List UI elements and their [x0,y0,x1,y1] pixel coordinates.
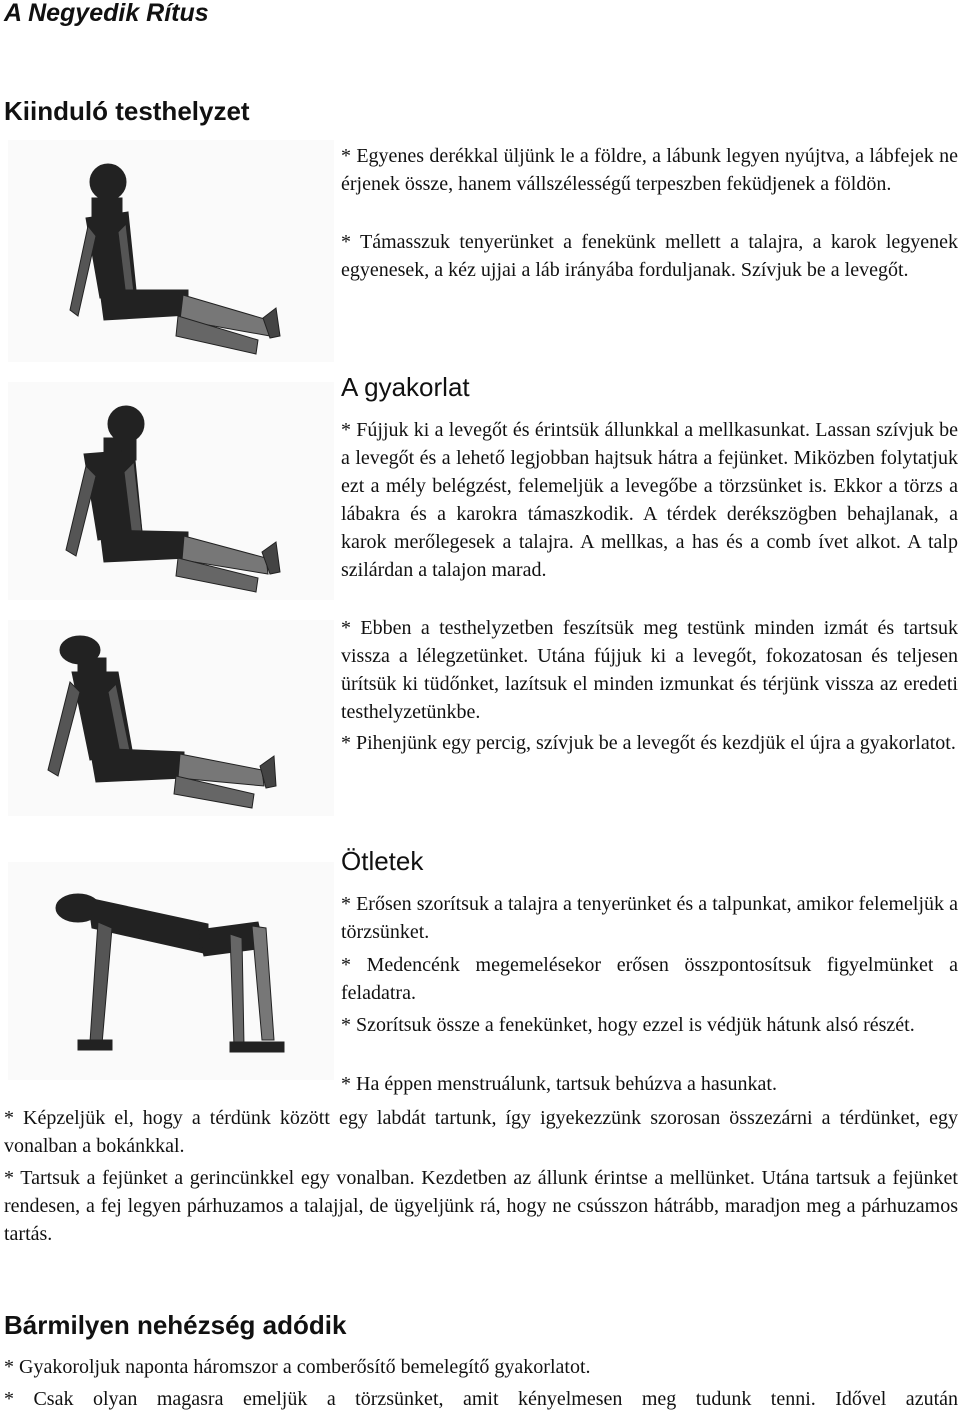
photo-chin-to-chest [8,382,334,600]
exercise-paragraph-1: * Fújjuk ki a levegőt és érintsük állunkkal a mellkasunkat. Lassan szívjuk be a levegőt és a lehető legjobban hajtsuk hátra a fejünket. Miközben folytatjuk ezt a mély belégzést, felemeljük a levegőbe a törzsünket is. Ekkor a törzs a lábakra és a karokra támaszkodik. A térdek derékszögben behajlanak, a karok merőlegesek a talajra. A mellkas, a has és a comb ívet alkot. A talp szilárdan a talajon marad. [341,419,958,581]
table-top-illustration [8,862,334,1080]
document-title: A Negyedik Rítus [4,0,209,27]
tip-3: * Szorítsuk össze a fenekünket, hogy ezzel is védjük hátunk alsó részét. [341,1014,915,1036]
difficulty-paragraph-2: * Csak olyan magasra emeljük a törzsünket, amit kényelmesen meg tudunk tenni. Idővel azután [4,1388,958,1410]
tip-1: * Erősen szorítsuk a talajra a tenyerünket és a talpunkat, amikor felemeljük a törzsünket. [341,893,958,943]
tip-4: * Ha éppen menstruálunk, tartsuk behúzva a hasunkat. [341,1073,777,1095]
exercise-paragraph-2: * Ebben a testhelyzetben feszítsük meg testünk minden izmát és tartsuk vissza a lélegzetünket. Utána fújjuk ki a levegőt, fokozatosan és teljesen ürítsük ki tüdőnket, lazítsuk el minden izmunkat és térjünk vissza az eredeti testhelyzetünkbe. [341,617,958,723]
chin-to-chest-illustration [8,382,334,600]
heading-exercise: A gyakorlat [341,372,470,402]
photo-head-back [8,620,334,816]
heading-tips: Ötletek [341,846,424,876]
start-paragraph-1: * Egyenes derékkal üljünk le a földre, a lábunk legyen nyújtva, a lábfejek ne érjenek össze, hanem vállszélességű terpeszben feküdjenek a földön. [341,145,958,195]
head-back-illustration [8,620,334,816]
photo-table-top [8,862,334,1080]
photo-seated-start [8,140,334,362]
tip-6: * Tartsuk a fejünket a gerincünkkel egy vonalban. Kezdetben az állunk érintse a mellünket. Utána tartsuk a fejünket rendesen, a fej legyen párhuzamos a talajjal, de ügyeljünk rá, hogy ne csússzon hátrább, maradjon meg a párhuzamos tartás. [4,1167,958,1245]
difficulty-paragraph-1: * Gyakoroljuk naponta háromszor a comberősítő bemelegítő gyakorlatot. [4,1356,591,1378]
tip-5: * Képzeljük el, hogy a térdünk között egy labdát tartunk, így igyekezzünk szorosan összezárni a térdünket, egy vonalban a bokánkkal. [4,1107,958,1157]
seated-figure-illustration [8,140,334,362]
exercise-paragraph-3: * Pihenjünk egy percig, szívjuk be a levegőt és kezdjük el újra a gyakorlatot. [341,732,956,754]
start-paragraph-2: * Támasszuk tenyerünket a fenekünk mellett a talajra, a karok legyenek egyenesek, a kéz ujjai a láb irányába forduljanak. Szívjuk be a levegőt. [341,231,958,281]
heading-start-position: Kiinduló testhelyzet [4,96,250,126]
tip-2: * Medencénk megemelésekor erősen összpontosítsuk figyelmünket a feladatra. [341,954,958,1004]
heading-difficulty: Bármilyen nehézség adódik [4,1310,347,1340]
